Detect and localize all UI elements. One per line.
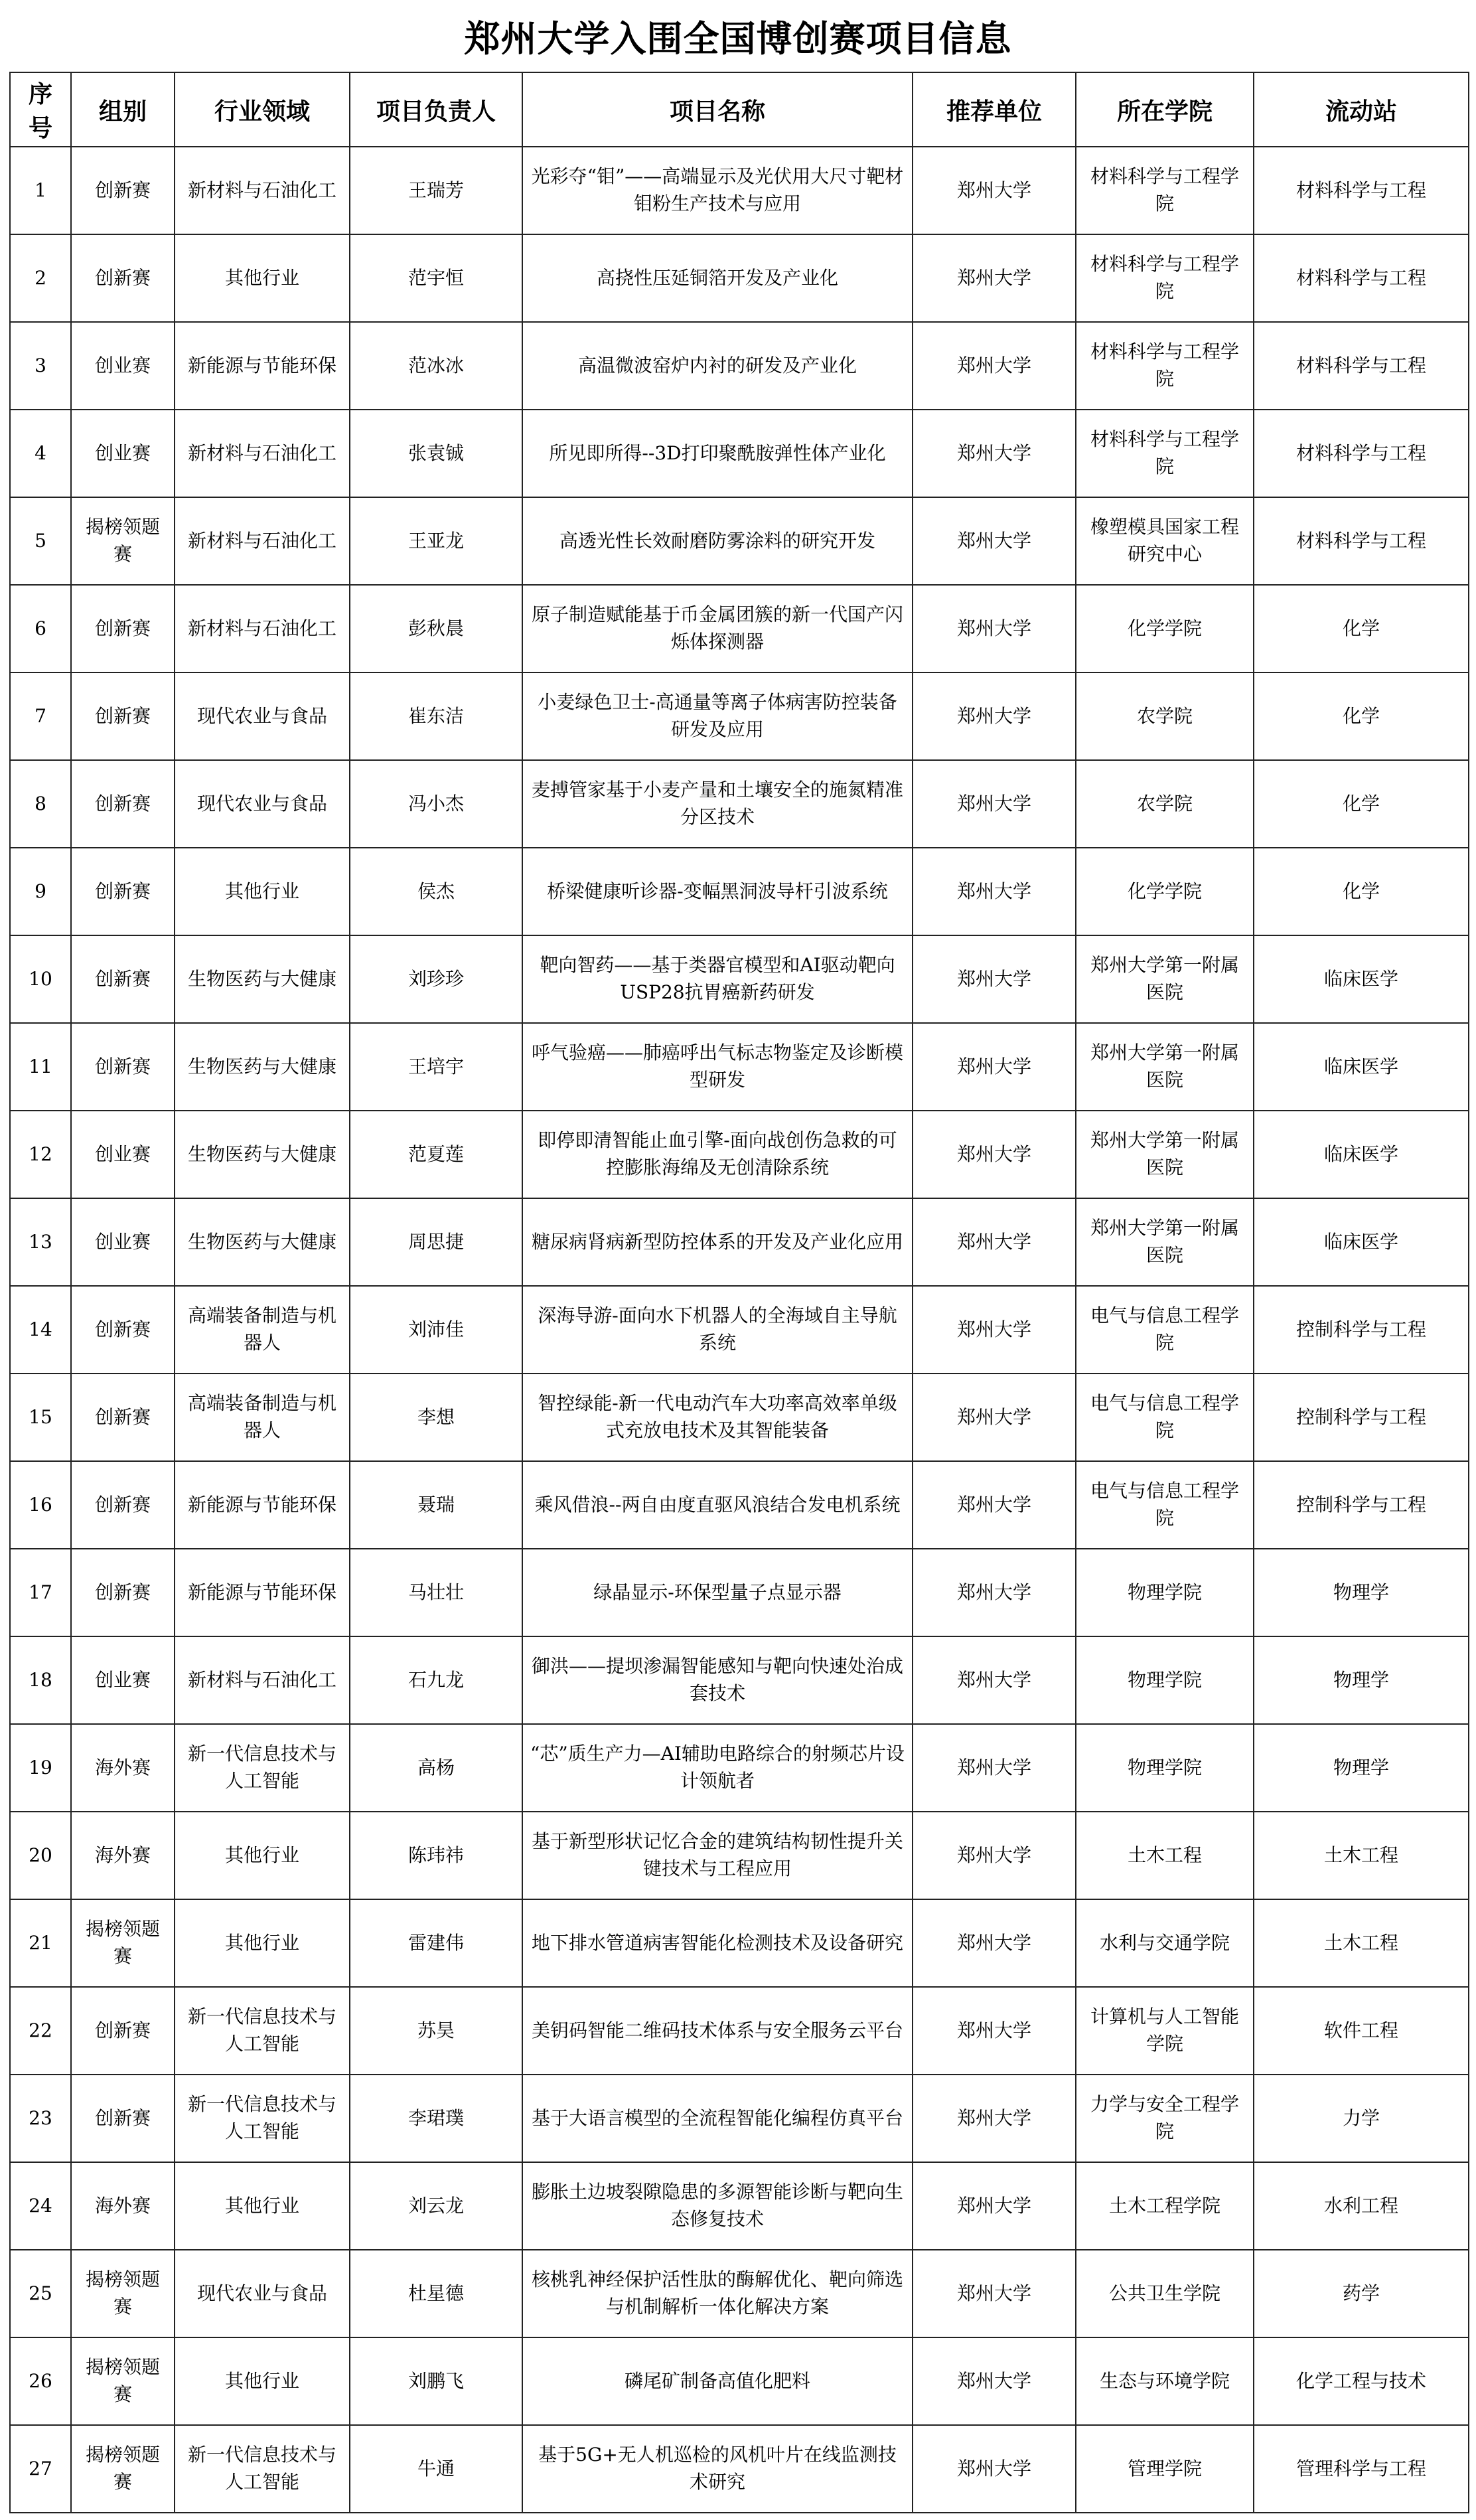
cell-industry: 其他行业 bbox=[175, 2162, 350, 2250]
cell-industry: 生物医药与大健康 bbox=[175, 935, 350, 1023]
cell-postdoc-station: 临床医学 bbox=[1254, 1023, 1469, 1111]
cell-group: 创业赛 bbox=[71, 1636, 175, 1724]
cell-postdoc-station: 水利工程 bbox=[1254, 2162, 1469, 2250]
cell-industry: 新材料与石油化工 bbox=[175, 1636, 350, 1724]
cell-postdoc-station: 材料科学与工程 bbox=[1254, 234, 1469, 322]
cell-recommending-unit: 郑州大学 bbox=[913, 1899, 1076, 1987]
cell-postdoc-station: 化学 bbox=[1254, 760, 1469, 848]
table-body bbox=[10, 147, 1469, 2513]
cell-index: 13 bbox=[10, 1198, 71, 1286]
cell-leader: 李珺璞 bbox=[350, 2075, 522, 2162]
cell-group: 揭榜领题赛 bbox=[71, 497, 175, 585]
cell-group: 海外赛 bbox=[71, 2162, 175, 2250]
cell-index: 4 bbox=[10, 410, 71, 497]
cell-recommending-unit: 郑州大学 bbox=[913, 1023, 1076, 1111]
cell-leader: 刘云龙 bbox=[350, 2162, 522, 2250]
cell-leader: 牛通 bbox=[350, 2425, 522, 2513]
cell-leader: 苏昊 bbox=[350, 1987, 522, 2075]
table-row bbox=[10, 497, 1469, 585]
cell-postdoc-station: 物理学 bbox=[1254, 1636, 1469, 1724]
cell-leader: 刘沛佳 bbox=[350, 1286, 522, 1374]
table-row bbox=[10, 1724, 1469, 1812]
cell-recommending-unit: 郑州大学 bbox=[913, 1374, 1076, 1461]
cell-leader: 崔东洁 bbox=[350, 672, 522, 760]
table-row bbox=[10, 2337, 1469, 2425]
cell-recommending-unit: 郑州大学 bbox=[913, 234, 1076, 322]
cell-college: 力学与安全工程学院 bbox=[1076, 2075, 1254, 2162]
cell-index: 1 bbox=[10, 147, 71, 234]
table-row bbox=[10, 147, 1469, 234]
cell-postdoc-station: 化学工程与技术 bbox=[1254, 2337, 1469, 2425]
table-row bbox=[10, 935, 1469, 1023]
cell-project-name: 基于大语言模型的全流程智能化编程仿真平台 bbox=[522, 2075, 913, 2162]
cell-index: 15 bbox=[10, 1374, 71, 1461]
column-header-project-name: 项目名称 bbox=[522, 72, 913, 147]
cell-index: 14 bbox=[10, 1286, 71, 1374]
cell-college: 土木工程学院 bbox=[1076, 2162, 1254, 2250]
cell-industry: 其他行业 bbox=[175, 2337, 350, 2425]
cell-group: 创新赛 bbox=[71, 672, 175, 760]
cell-postdoc-station: 材料科学与工程 bbox=[1254, 147, 1469, 234]
cell-index: 7 bbox=[10, 672, 71, 760]
table-row bbox=[10, 1111, 1469, 1198]
cell-group: 创新赛 bbox=[71, 760, 175, 848]
table-row bbox=[10, 2075, 1469, 2162]
table-row bbox=[10, 1812, 1469, 1899]
cell-group: 创新赛 bbox=[71, 1374, 175, 1461]
column-header-group: 组别 bbox=[71, 72, 175, 147]
cell-project-name: 核桃乳神经保护活性肽的酶解优化、靶向筛选与机制解析一体化解决方案 bbox=[522, 2250, 913, 2337]
cell-industry: 现代农业与食品 bbox=[175, 760, 350, 848]
column-header-industry: 行业领域 bbox=[175, 72, 350, 147]
cell-project-name: 小麦绿色卫士-高通量等离子体病害防控装备研发及应用 bbox=[522, 672, 913, 760]
cell-college: 计算机与人工智能学院 bbox=[1076, 1987, 1254, 2075]
cell-recommending-unit: 郑州大学 bbox=[913, 1812, 1076, 1899]
cell-group: 创新赛 bbox=[71, 1987, 175, 2075]
cell-college: 管理学院 bbox=[1076, 2425, 1254, 2513]
cell-college: 材料科学与工程学院 bbox=[1076, 322, 1254, 410]
cell-index: 19 bbox=[10, 1724, 71, 1812]
cell-industry: 新一代信息技术与人工智能 bbox=[175, 2075, 350, 2162]
column-header-college: 所在学院 bbox=[1076, 72, 1254, 147]
cell-college: 郑州大学第一附属医院 bbox=[1076, 1111, 1254, 1198]
table-row bbox=[10, 2425, 1469, 2513]
cell-index: 27 bbox=[10, 2425, 71, 2513]
cell-recommending-unit: 郑州大学 bbox=[913, 1724, 1076, 1812]
cell-postdoc-station: 物理学 bbox=[1254, 1724, 1469, 1812]
cell-group: 创业赛 bbox=[71, 1198, 175, 1286]
cell-index: 8 bbox=[10, 760, 71, 848]
cell-group: 创业赛 bbox=[71, 322, 175, 410]
cell-project-name: 基于5G+无人机巡检的风机叶片在线监测技术研究 bbox=[522, 2425, 913, 2513]
table-row bbox=[10, 1198, 1469, 1286]
cell-recommending-unit: 郑州大学 bbox=[913, 1198, 1076, 1286]
table-row bbox=[10, 2162, 1469, 2250]
cell-group: 创新赛 bbox=[71, 1549, 175, 1636]
cell-index: 20 bbox=[10, 1812, 71, 1899]
cell-project-name: “芯”质生产力—AI辅助电路综合的射频芯片设计领航者 bbox=[522, 1724, 913, 1812]
cell-postdoc-station: 土木工程 bbox=[1254, 1899, 1469, 1987]
cell-index: 11 bbox=[10, 1023, 71, 1111]
cell-leader: 范夏莲 bbox=[350, 1111, 522, 1198]
cell-project-name: 地下排水管道病害智能化检测技术及设备研究 bbox=[522, 1899, 913, 1987]
cell-college: 物理学院 bbox=[1076, 1724, 1254, 1812]
table-row bbox=[10, 2250, 1469, 2337]
cell-project-name: 光彩夺“钼”——高端显示及光伏用大尺寸靶材钼粉生产技术与应用 bbox=[522, 147, 913, 234]
cell-group: 创新赛 bbox=[71, 1023, 175, 1111]
cell-recommending-unit: 郑州大学 bbox=[913, 935, 1076, 1023]
cell-leader: 侯杰 bbox=[350, 848, 522, 935]
cell-index: 21 bbox=[10, 1899, 71, 1987]
cell-leader: 王亚龙 bbox=[350, 497, 522, 585]
cell-recommending-unit: 郑州大学 bbox=[913, 497, 1076, 585]
cell-industry: 其他行业 bbox=[175, 1812, 350, 1899]
cell-index: 10 bbox=[10, 935, 71, 1023]
cell-group: 创新赛 bbox=[71, 1461, 175, 1549]
cell-college: 郑州大学第一附属医院 bbox=[1076, 1023, 1254, 1111]
cell-index: 5 bbox=[10, 497, 71, 585]
cell-project-name: 智控绿能-新一代电动汽车大功率高效率单级式充放电技术及其智能装备 bbox=[522, 1374, 913, 1461]
table-header-row bbox=[10, 72, 1469, 147]
cell-industry: 新材料与石油化工 bbox=[175, 147, 350, 234]
cell-recommending-unit: 郑州大学 bbox=[913, 585, 1076, 672]
cell-index: 12 bbox=[10, 1111, 71, 1198]
cell-industry: 新能源与节能环保 bbox=[175, 1549, 350, 1636]
cell-leader: 冯小杰 bbox=[350, 760, 522, 848]
cell-postdoc-station: 临床医学 bbox=[1254, 1198, 1469, 1286]
cell-group: 创新赛 bbox=[71, 147, 175, 234]
cell-college: 公共卫生学院 bbox=[1076, 2250, 1254, 2337]
cell-college: 郑州大学第一附属医院 bbox=[1076, 935, 1254, 1023]
cell-college: 化学学院 bbox=[1076, 848, 1254, 935]
cell-leader: 聂瑞 bbox=[350, 1461, 522, 1549]
cell-group: 揭榜领题赛 bbox=[71, 2337, 175, 2425]
cell-project-name: 高温微波窑炉内衬的研发及产业化 bbox=[522, 322, 913, 410]
cell-industry: 新能源与节能环保 bbox=[175, 322, 350, 410]
cell-leader: 张袁铖 bbox=[350, 410, 522, 497]
cell-postdoc-station: 管理科学与工程 bbox=[1254, 2425, 1469, 2513]
cell-project-name: 高挠性压延铜箔开发及产业化 bbox=[522, 234, 913, 322]
cell-college: 农学院 bbox=[1076, 672, 1254, 760]
cell-postdoc-station: 化学 bbox=[1254, 848, 1469, 935]
cell-index: 16 bbox=[10, 1461, 71, 1549]
table-row bbox=[10, 322, 1469, 410]
cell-recommending-unit: 郑州大学 bbox=[913, 2425, 1076, 2513]
cell-college: 土木工程 bbox=[1076, 1812, 1254, 1899]
cell-industry: 新材料与石油化工 bbox=[175, 585, 350, 672]
cell-industry: 新材料与石油化工 bbox=[175, 410, 350, 497]
cell-postdoc-station: 药学 bbox=[1254, 2250, 1469, 2337]
cell-group: 创新赛 bbox=[71, 2075, 175, 2162]
cell-project-name: 御洪——提坝渗漏智能感知与靶向快速处治成套技术 bbox=[522, 1636, 913, 1724]
column-header-index: 序号 bbox=[10, 72, 71, 147]
cell-recommending-unit: 郑州大学 bbox=[913, 2250, 1076, 2337]
cell-industry: 高端装备制造与机器人 bbox=[175, 1286, 350, 1374]
cell-industry: 现代农业与食品 bbox=[175, 672, 350, 760]
cell-postdoc-station: 化学 bbox=[1254, 672, 1469, 760]
cell-project-name: 即停即清智能止血引擎-面向战创伤急救的可控膨胀海绵及无创清除系统 bbox=[522, 1111, 913, 1198]
projects-table bbox=[9, 72, 1469, 2513]
cell-recommending-unit: 郑州大学 bbox=[913, 1636, 1076, 1724]
cell-project-name: 深海导游-面向水下机器人的全海域自主导航系统 bbox=[522, 1286, 913, 1374]
cell-postdoc-station: 材料科学与工程 bbox=[1254, 497, 1469, 585]
table-row bbox=[10, 1899, 1469, 1987]
cell-industry: 新一代信息技术与人工智能 bbox=[175, 1987, 350, 2075]
cell-industry: 现代农业与食品 bbox=[175, 2250, 350, 2337]
cell-project-name: 磷尾矿制备高值化肥料 bbox=[522, 2337, 913, 2425]
cell-leader: 范冰冰 bbox=[350, 322, 522, 410]
cell-college: 材料科学与工程学院 bbox=[1076, 147, 1254, 234]
cell-project-name: 膨胀土边坡裂隙隐患的多源智能诊断与靶向生态修复技术 bbox=[522, 2162, 913, 2250]
cell-project-name: 高透光性长效耐磨防雾涂料的研究开发 bbox=[522, 497, 913, 585]
cell-project-name: 呼气验癌——肺癌呼出气标志物鉴定及诊断模型研发 bbox=[522, 1023, 913, 1111]
cell-postdoc-station: 材料科学与工程 bbox=[1254, 410, 1469, 497]
cell-project-name: 靶向智药——基于类器官模型和AI驱动靶向USP28抗胃癌新药研发 bbox=[522, 935, 913, 1023]
cell-leader: 王培宇 bbox=[350, 1023, 522, 1111]
cell-college: 生态与环境学院 bbox=[1076, 2337, 1254, 2425]
cell-group: 创业赛 bbox=[71, 1111, 175, 1198]
cell-index: 2 bbox=[10, 234, 71, 322]
table-row bbox=[10, 1374, 1469, 1461]
cell-college: 材料科学与工程学院 bbox=[1076, 410, 1254, 497]
cell-leader: 马壮壮 bbox=[350, 1549, 522, 1636]
cell-project-name: 桥梁健康听诊器-变幅黑洞波导杆引波系统 bbox=[522, 848, 913, 935]
cell-group: 创新赛 bbox=[71, 234, 175, 322]
table-row bbox=[10, 1286, 1469, 1374]
cell-postdoc-station: 临床医学 bbox=[1254, 1111, 1469, 1198]
cell-recommending-unit: 郑州大学 bbox=[913, 1987, 1076, 2075]
table-row bbox=[10, 760, 1469, 848]
cell-recommending-unit: 郑州大学 bbox=[913, 1111, 1076, 1198]
column-header-postdoc-station: 流动站 bbox=[1254, 72, 1469, 147]
cell-college: 材料科学与工程学院 bbox=[1076, 234, 1254, 322]
cell-industry: 新一代信息技术与人工智能 bbox=[175, 1724, 350, 1812]
cell-project-name: 原子制造赋能基于币金属团簇的新一代国产闪烁体探测器 bbox=[522, 585, 913, 672]
table-row bbox=[10, 410, 1469, 497]
cell-recommending-unit: 郑州大学 bbox=[913, 1461, 1076, 1549]
cell-college: 水利与交通学院 bbox=[1076, 1899, 1254, 1987]
cell-group: 创业赛 bbox=[71, 410, 175, 497]
cell-project-name: 基于新型形状记忆合金的建筑结构韧性提升关键技术与工程应用 bbox=[522, 1812, 913, 1899]
cell-recommending-unit: 郑州大学 bbox=[913, 1286, 1076, 1374]
cell-postdoc-station: 化学 bbox=[1254, 585, 1469, 672]
cell-industry: 其他行业 bbox=[175, 234, 350, 322]
table-row bbox=[10, 1549, 1469, 1636]
cell-industry: 新材料与石油化工 bbox=[175, 497, 350, 585]
cell-index: 9 bbox=[10, 848, 71, 935]
cell-postdoc-station: 控制科学与工程 bbox=[1254, 1286, 1469, 1374]
cell-project-name: 糖尿病肾病新型防控体系的开发及产业化应用 bbox=[522, 1198, 913, 1286]
cell-postdoc-station: 控制科学与工程 bbox=[1254, 1461, 1469, 1549]
cell-leader: 刘鹏飞 bbox=[350, 2337, 522, 2425]
table-row bbox=[10, 1636, 1469, 1724]
cell-project-name: 绿晶显示-环保型量子点显示器 bbox=[522, 1549, 913, 1636]
cell-leader: 杜星德 bbox=[350, 2250, 522, 2337]
cell-leader: 王瑞芳 bbox=[350, 147, 522, 234]
cell-recommending-unit: 郑州大学 bbox=[913, 760, 1076, 848]
cell-index: 26 bbox=[10, 2337, 71, 2425]
cell-project-name: 美钥码智能二维码技术体系与安全服务云平台 bbox=[522, 1987, 913, 2075]
cell-project-name: 乘风借浪--两自由度直驱风浪结合发电机系统 bbox=[522, 1461, 913, 1549]
cell-group: 创新赛 bbox=[71, 585, 175, 672]
cell-industry: 新能源与节能环保 bbox=[175, 1461, 350, 1549]
cell-college: 郑州大学第一附属医院 bbox=[1076, 1198, 1254, 1286]
cell-leader: 石九龙 bbox=[350, 1636, 522, 1724]
cell-recommending-unit: 郑州大学 bbox=[913, 2075, 1076, 2162]
table-row bbox=[10, 1461, 1469, 1549]
cell-index: 17 bbox=[10, 1549, 71, 1636]
cell-project-name: 所见即所得--3D打印聚酰胺弹性体产业化 bbox=[522, 410, 913, 497]
cell-college: 橡塑模具国家工程研究中心 bbox=[1076, 497, 1254, 585]
cell-college: 电气与信息工程学院 bbox=[1076, 1374, 1254, 1461]
cell-recommending-unit: 郑州大学 bbox=[913, 672, 1076, 760]
cell-postdoc-station: 软件工程 bbox=[1254, 1987, 1469, 2075]
cell-industry: 新一代信息技术与人工智能 bbox=[175, 2425, 350, 2513]
cell-industry: 高端装备制造与机器人 bbox=[175, 1374, 350, 1461]
cell-index: 6 bbox=[10, 585, 71, 672]
cell-recommending-unit: 郑州大学 bbox=[913, 410, 1076, 497]
cell-leader: 范宇恒 bbox=[350, 234, 522, 322]
cell-group: 海外赛 bbox=[71, 1724, 175, 1812]
cell-college: 化学学院 bbox=[1076, 585, 1254, 672]
cell-index: 25 bbox=[10, 2250, 71, 2337]
cell-group: 创新赛 bbox=[71, 935, 175, 1023]
cell-recommending-unit: 郑州大学 bbox=[913, 2162, 1076, 2250]
table-row bbox=[10, 672, 1469, 760]
cell-index: 24 bbox=[10, 2162, 71, 2250]
cell-postdoc-station: 物理学 bbox=[1254, 1549, 1469, 1636]
cell-leader: 彭秋晨 bbox=[350, 585, 522, 672]
cell-leader: 周思捷 bbox=[350, 1198, 522, 1286]
table-row bbox=[10, 848, 1469, 935]
column-header-leader: 项目负责人 bbox=[350, 72, 522, 147]
cell-leader: 雷建伟 bbox=[350, 1899, 522, 1987]
cell-college: 物理学院 bbox=[1076, 1636, 1254, 1724]
cell-postdoc-station: 控制科学与工程 bbox=[1254, 1374, 1469, 1461]
cell-college: 电气与信息工程学院 bbox=[1076, 1286, 1254, 1374]
cell-recommending-unit: 郑州大学 bbox=[913, 848, 1076, 935]
cell-industry: 生物医药与大健康 bbox=[175, 1198, 350, 1286]
cell-postdoc-station: 临床医学 bbox=[1254, 935, 1469, 1023]
table-row bbox=[10, 234, 1469, 322]
cell-group: 揭榜领题赛 bbox=[71, 2250, 175, 2337]
cell-leader: 陈玮祎 bbox=[350, 1812, 522, 1899]
cell-industry: 生物医药与大健康 bbox=[175, 1111, 350, 1198]
cell-college: 电气与信息工程学院 bbox=[1076, 1461, 1254, 1549]
cell-index: 3 bbox=[10, 322, 71, 410]
cell-postdoc-station: 土木工程 bbox=[1254, 1812, 1469, 1899]
cell-index: 18 bbox=[10, 1636, 71, 1724]
cell-project-name: 麦搏管家基于小麦产量和土壤安全的施氮精准分区技术 bbox=[522, 760, 913, 848]
table-row bbox=[10, 1987, 1469, 2075]
cell-leader: 高杨 bbox=[350, 1724, 522, 1812]
cell-industry: 其他行业 bbox=[175, 848, 350, 935]
cell-group: 创新赛 bbox=[71, 1286, 175, 1374]
cell-index: 23 bbox=[10, 2075, 71, 2162]
cell-recommending-unit: 郑州大学 bbox=[913, 1549, 1076, 1636]
column-header-recommending-unit: 推荐单位 bbox=[913, 72, 1076, 147]
cell-college: 物理学院 bbox=[1076, 1549, 1254, 1636]
cell-college: 农学院 bbox=[1076, 760, 1254, 848]
table-row bbox=[10, 585, 1469, 672]
page-title: 郑州大学入围全国博创赛项目信息 bbox=[464, 17, 1012, 60]
cell-group: 揭榜领题赛 bbox=[71, 1899, 175, 1987]
cell-industry: 其他行业 bbox=[175, 1899, 350, 1987]
cell-group: 海外赛 bbox=[71, 1812, 175, 1899]
cell-index: 22 bbox=[10, 1987, 71, 2075]
cell-recommending-unit: 郑州大学 bbox=[913, 2337, 1076, 2425]
cell-recommending-unit: 郑州大学 bbox=[913, 322, 1076, 410]
cell-group: 创新赛 bbox=[71, 848, 175, 935]
cell-leader: 李想 bbox=[350, 1374, 522, 1461]
cell-recommending-unit: 郑州大学 bbox=[913, 147, 1076, 234]
table-row bbox=[10, 1023, 1469, 1111]
cell-postdoc-station: 材料科学与工程 bbox=[1254, 322, 1469, 410]
cell-group: 揭榜领题赛 bbox=[71, 2425, 175, 2513]
cell-leader: 刘珍珍 bbox=[350, 935, 522, 1023]
cell-industry: 生物医药与大健康 bbox=[175, 1023, 350, 1111]
cell-postdoc-station: 力学 bbox=[1254, 2075, 1469, 2162]
